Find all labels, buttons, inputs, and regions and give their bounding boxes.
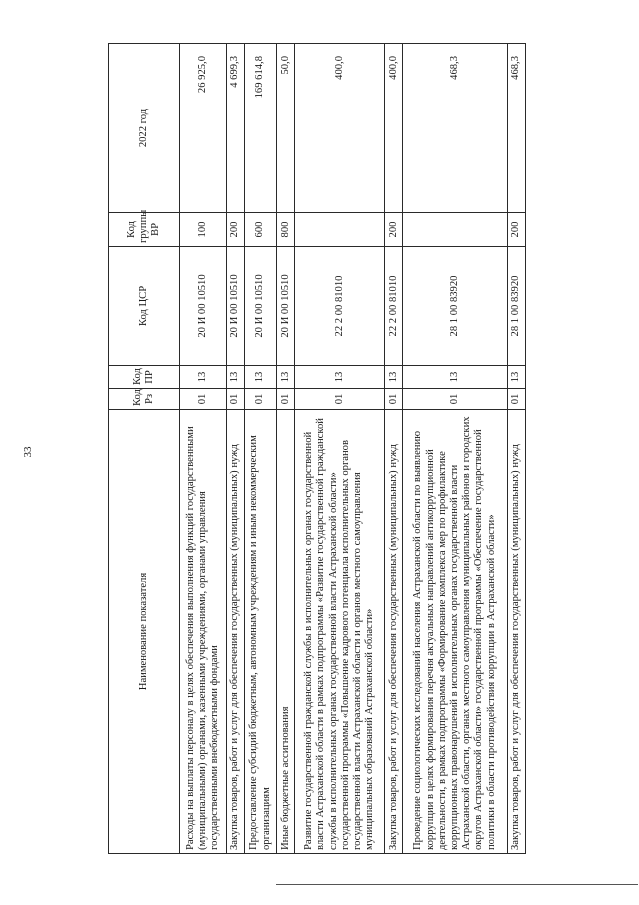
row-rz: 01: [385, 389, 403, 410]
row-value: 468,3: [507, 44, 525, 213]
row-name: Предоставление субсидий бюджетным, автономным учреждениям и иным некоммерческим организациям: [244, 410, 276, 854]
row-name: Развитие государственной гражданской службы в исполнительных органах государственной власти Астраханской области в рамках подпрограммы «Развитие государственной гражданской службы в исполнительных органах государственной власти Астраханской области» государственной программы «Повышение кадрового потенциала исполнительных органов государственной власти Астраханской области и органов местного самоуправления муниципальных образований Астраханской области»: [295, 410, 385, 854]
row-pr: 13: [244, 366, 276, 389]
row-rz: 01: [295, 389, 385, 410]
row-value: 4 699,3: [226, 44, 244, 213]
row-pr: 13: [403, 366, 508, 389]
row-name: Проведение социологических исследований населения Астраханской области по выявлению коррупции в целях формирования перечня актуальных направлений антикоррупционной деятельности, в рамках подпрограммы «Формирование комплекса мер по профилактике коррупционных правонарушений в исполнительных органах государственной власти Астраханской области, органах местного самоуправления муниципальных районов и городских округов Астраханской области» государственной программы «Обеспечение государственной политики в области противодействия коррупции в Астраханской области»: [403, 410, 508, 854]
row-csr: 22 2 00 81010: [385, 247, 403, 366]
row-pr: 13: [180, 366, 227, 389]
table-row: [226, 44, 244, 854]
row-rz: 01: [180, 389, 227, 410]
row-vr: 200: [385, 213, 403, 247]
row-vr: [403, 213, 508, 247]
row-value: 50,0: [277, 44, 295, 213]
budget-table: [108, 43, 526, 854]
row-pr: 13: [226, 366, 244, 389]
row-pr: 13: [295, 366, 385, 389]
row-pr: 13: [277, 366, 295, 389]
row-name: Закупка товаров, работ и услуг для обеспечения государственных (муниципальных) нужд: [507, 410, 525, 854]
header-rz: Код Рз: [109, 389, 180, 410]
row-csr: 28 1 00 83920: [507, 247, 525, 366]
row-csr: 20 И 00 10510: [277, 247, 295, 366]
header-csr: Код ЦСР: [109, 247, 180, 366]
table-row: [244, 44, 276, 854]
row-rz: 01: [244, 389, 276, 410]
row-value: 400,0: [295, 44, 385, 213]
page-number: 33: [22, 446, 34, 458]
row-csr: 28 1 00 83920: [403, 247, 508, 366]
header-vr: Код группы ВР: [109, 213, 180, 247]
row-vr: 200: [226, 213, 244, 247]
header-name: Наименование показателя: [109, 410, 180, 854]
row-vr: 200: [507, 213, 525, 247]
row-value: 468,3: [403, 44, 508, 213]
row-name: Закупка товаров, работ и услуг для обеспечения государственных (муниципальных) нужд: [226, 410, 244, 854]
table-row: [385, 44, 403, 854]
row-csr: 20 И 00 10510: [226, 247, 244, 366]
row-rz: 01: [277, 389, 295, 410]
table-row: [180, 44, 227, 854]
row-vr: 100: [180, 213, 227, 247]
row-vr: 800: [277, 213, 295, 247]
header-pr: Код ПР: [109, 366, 180, 389]
row-csr: 20 И 00 10510: [180, 247, 227, 366]
row-rz: 01: [507, 389, 525, 410]
row-csr: 20 И 00 10510: [244, 247, 276, 366]
row-pr: 13: [507, 366, 525, 389]
row-value: 169 614,8: [244, 44, 276, 213]
rotated-table-wrapper: [108, 44, 526, 854]
row-vr: [295, 213, 385, 247]
row-rz: 01: [226, 389, 244, 410]
table-header-row: [109, 44, 180, 854]
row-vr: 600: [244, 213, 276, 247]
row-name: Закупка товаров, работ и услуг для обеспечения государственных (муниципальных) нужд: [385, 410, 403, 854]
table-row: [277, 44, 295, 854]
table-row: [295, 44, 385, 854]
scan-edge-line: [276, 884, 638, 885]
row-value: 400,0: [385, 44, 403, 213]
row-csr: 22 2 00 81010: [295, 247, 385, 366]
row-value: 26 925,0: [180, 44, 227, 213]
table-row: [507, 44, 525, 854]
header-year: 2022 год: [109, 44, 180, 213]
row-name: Расходы на выплаты персоналу в целях обеспечения выполнения функций государственными (муниципальными) органами, казенными учреждениями, органами управления государственными внебюджетными фондами: [180, 410, 227, 854]
row-rz: 01: [403, 389, 508, 410]
row-pr: 13: [385, 366, 403, 389]
row-name: Иные бюджетные ассигнования: [277, 410, 295, 854]
table-row: [403, 44, 508, 854]
